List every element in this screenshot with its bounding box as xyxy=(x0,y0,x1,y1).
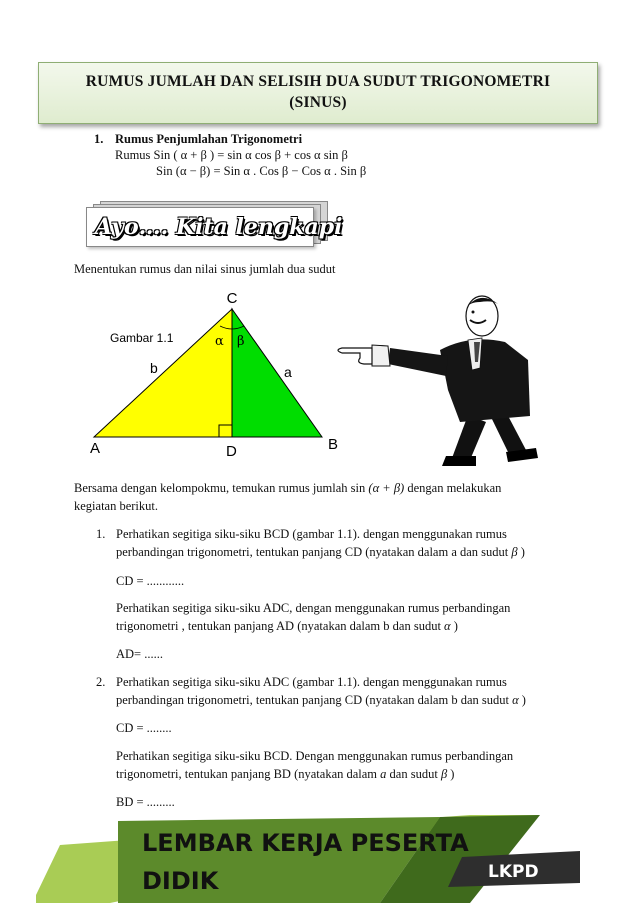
footer-lkpd-label: LKPD xyxy=(488,862,539,882)
man-head xyxy=(466,296,498,336)
man-shoe-left xyxy=(442,456,476,466)
footer-title-line2: DIDIK xyxy=(142,867,219,895)
figure-caption: Gambar 1.1 xyxy=(110,331,174,345)
item2-q2-line2: trigonometri, tentukan panjang BD (nyatakan dalam a dan sudut β ) xyxy=(116,767,455,781)
formula-difference: Sin (α − β) = Sin α . Cos β − Cos α . Sin β xyxy=(156,164,367,178)
item1-q2-line2: trigonometri , tentukan panjang AD (nyatakan dalam b dan sudut α ) xyxy=(116,619,458,633)
footer-title-line1: LEMBAR KERJA PESERTA xyxy=(142,829,469,857)
item2-q2-line1: Perhatikan segitiga siku-siku BCD. Dengan menggunakan rumus perbandingan xyxy=(116,749,514,763)
vertex-b-label: B xyxy=(328,436,339,453)
man-coat xyxy=(440,339,530,422)
triangle-right-region xyxy=(232,309,322,437)
item2-answer-cd: CD = ........ xyxy=(116,721,172,735)
pointing-man-illustration xyxy=(330,290,550,475)
triangle-figure xyxy=(82,285,347,465)
man-cuff xyxy=(372,345,390,366)
vertex-a-label: A xyxy=(90,440,101,457)
item1-q1-line1: Perhatikan segitiga siku-siku BCD (gambar 1.1). dengan menggunakan rumus xyxy=(116,527,507,541)
section1-number: 1. xyxy=(94,132,104,146)
side-b-label: b xyxy=(150,360,158,376)
item2-q1-line1: Perhatikan segitiga siku-siku ADC (gambar 1.1). dengan menggunakan rumus xyxy=(116,675,507,689)
item-number: 2. xyxy=(96,675,106,689)
lkpd-footer xyxy=(0,815,638,903)
title-box xyxy=(38,62,598,124)
formula-sum: Rumus Sin ( α + β ) = sin α cos β + cos α sin β xyxy=(115,148,348,162)
man-eye xyxy=(472,311,475,314)
instruction-line2: kegiatan berikut. xyxy=(74,499,158,513)
title-line1: RUMUS JUMLAH DAN SELISIH DUA SUDUT TRIGONOMETRI xyxy=(85,73,551,90)
intro-text: Menentukan rumus dan nilai sinus jumlah dua sudut xyxy=(74,262,336,276)
angle-alpha-label: α xyxy=(215,334,224,349)
triangle-left-region xyxy=(94,309,232,437)
banner-text: Ayo…. Kita lengkapi xyxy=(95,214,343,240)
item2-answer-bd: BD = ......... xyxy=(116,795,175,809)
title-line2: (SINUS) xyxy=(289,94,347,111)
side-a-label: a xyxy=(284,364,292,380)
vertex-d-label: D xyxy=(226,443,237,460)
man-pointing-hand xyxy=(338,348,372,364)
man-arm xyxy=(388,348,448,376)
instruction-line1: Bersama dengan kelompokmu, temukan rumus jumlah sin (α + β) dengan melakukan xyxy=(74,481,502,495)
section1-heading: Rumus Penjumlahan Trigonometri xyxy=(115,132,303,146)
item1-answer-cd: CD = ............ xyxy=(116,574,185,588)
man-leg-left xyxy=(452,415,486,460)
item1-answer-ad: AD= ...... xyxy=(116,647,163,661)
item2-q1-line2: perbandingan trigonometri, tentukan panjang CD (nyatakan dalam b dan sudut α ) xyxy=(116,693,526,707)
angle-beta-label: β xyxy=(237,334,245,349)
banner-card xyxy=(86,207,343,247)
vertex-c-label: C xyxy=(226,290,238,307)
item-number: 1. xyxy=(96,527,106,541)
item1-q2-line1: Perhatikan segitiga siku-siku ADC, dengan menggunakan rumus perbandingan xyxy=(116,601,511,615)
item1-q1-line2: perbandingan trigonometri, tentukan panjang CD (nyatakan dalam a dan sudut β ) xyxy=(116,545,525,559)
